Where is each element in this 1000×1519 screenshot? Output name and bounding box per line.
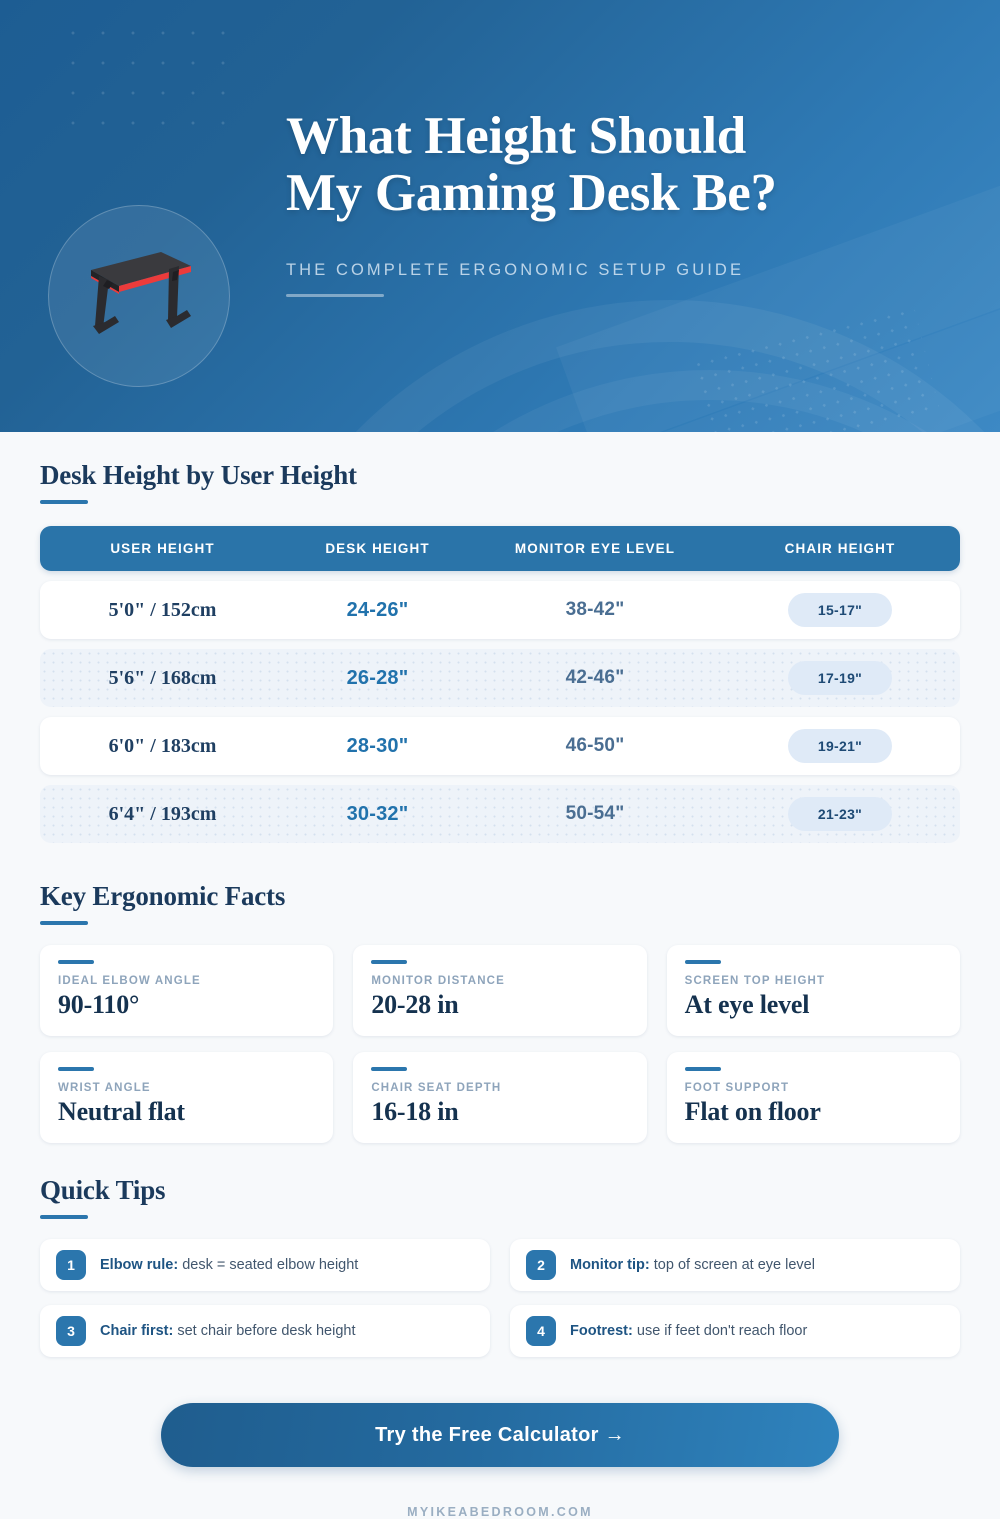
footer-site-name: MYIKEABEDROOM.COM (407, 1505, 593, 1519)
column-header-user-height: USER HEIGHT (110, 541, 215, 556)
facts-section (40, 881, 960, 1143)
table-header-row (40, 526, 960, 571)
subtitle-rule (286, 294, 384, 297)
chair-height-badge: 21-23" (788, 797, 892, 831)
cell-monitor-eye-level: 42-46" (565, 667, 625, 688)
cta-container (40, 1403, 960, 1467)
try-calculator-button[interactable]: Try the Free Calculator → (161, 1403, 839, 1467)
fact-card (353, 945, 646, 1036)
table-row (40, 581, 960, 639)
chair-height-badge: 19-21" (788, 729, 892, 763)
table-row (40, 785, 960, 843)
tip-title: Footrest: (570, 1323, 633, 1339)
cell-monitor-eye-level: 46-50" (565, 735, 625, 756)
facts-grid (40, 945, 960, 1143)
cell-chair-height (720, 729, 960, 763)
tip-number-badge: 2 (526, 1250, 556, 1280)
fact-accent-bar (58, 1067, 94, 1071)
fact-accent-bar (58, 960, 94, 964)
tip-number-badge: 3 (56, 1316, 86, 1346)
fact-label: IDEAL ELBOW ANGLE (58, 975, 201, 987)
fact-value: 20-28 in (371, 990, 459, 1019)
cell-monitor-eye-level: 50-54" (565, 803, 625, 824)
cell-user-height: 5'0" / 152cm (108, 598, 217, 621)
fact-label: FOOT SUPPORT (684, 1082, 790, 1094)
fact-card (40, 945, 333, 1036)
cell-desk-height: 30-32" (346, 802, 409, 825)
fact-accent-bar (685, 960, 721, 964)
tips-section-rule (40, 1215, 88, 1219)
table-section (40, 432, 960, 843)
fact-card (40, 1052, 333, 1143)
fact-label: WRIST ANGLE (58, 1082, 151, 1094)
page-title-line1: What Height Should (286, 107, 746, 165)
table-row (40, 649, 960, 707)
cell-user-height: 6'0" / 183cm (108, 734, 217, 757)
fact-card (667, 1052, 960, 1143)
tip-title: Elbow rule: (100, 1257, 179, 1273)
gaming-desk-icon (69, 236, 209, 356)
fact-accent-bar (371, 1067, 407, 1071)
page-title-line2: My Gaming Desk Be? (286, 163, 777, 222)
tip-number-badge: 4 (526, 1316, 556, 1346)
infographic-body (0, 432, 1000, 1519)
facts-section-rule (40, 921, 88, 925)
cell-desk-height: 24-26" (346, 598, 409, 621)
tip-body: use if feet don't reach floor (636, 1323, 808, 1339)
fact-value: Flat on floor (684, 1097, 821, 1126)
tip-text (570, 1257, 815, 1273)
infographic-header (0, 0, 1000, 432)
tip-body: set chair before desk height (177, 1323, 356, 1339)
cell-chair-height (720, 797, 960, 831)
fact-value: At eye level (684, 990, 810, 1019)
facts-section-heading: Key Ergonomic Facts (40, 881, 286, 911)
fact-accent-bar (685, 1067, 721, 1071)
page-subtitle: THE COMPLETE ERGONOMIC SETUP GUIDE (286, 261, 745, 280)
table-row (40, 717, 960, 775)
tip-text (100, 1257, 358, 1273)
fact-card (353, 1052, 646, 1143)
tip-title: Chair first: (100, 1323, 174, 1339)
tip-item (510, 1239, 960, 1291)
fact-card (667, 945, 960, 1036)
tip-item (40, 1239, 490, 1291)
cell-user-height: 5'6" / 168cm (108, 666, 217, 689)
table-section-rule (40, 500, 88, 504)
cell-monitor-eye-level: 38-42" (565, 599, 625, 620)
tip-text (100, 1323, 356, 1339)
cell-desk-height: 26-28" (346, 666, 409, 689)
tips-grid (40, 1239, 960, 1357)
page-title (286, 108, 886, 221)
table-section-heading: Desk Height by User Height (40, 460, 357, 490)
fact-value: 90-110° (58, 990, 140, 1019)
tips-section (40, 1175, 960, 1357)
column-header-monitor-eye-level: MONITOR EYE LEVEL (514, 541, 676, 556)
fact-label: CHAIR SEAT DEPTH (371, 1082, 502, 1094)
chair-height-badge: 17-19" (788, 661, 892, 695)
fact-value: Neutral flat (58, 1097, 185, 1126)
dot-pattern-icon (58, 18, 248, 128)
header-text-block (286, 108, 886, 297)
column-header-desk-height: DESK HEIGHT (325, 541, 430, 556)
column-header-chair-height: CHAIR HEIGHT (784, 541, 896, 556)
fact-value: 16-18 in (371, 1097, 459, 1126)
fact-label: MONITOR DISTANCE (371, 975, 505, 987)
cell-desk-height: 28-30" (346, 734, 409, 757)
fact-label: SCREEN TOP HEIGHT (684, 975, 826, 987)
tip-body: top of screen at eye level (653, 1257, 815, 1273)
height-table (40, 526, 960, 843)
fact-accent-bar (371, 960, 407, 964)
tip-item (40, 1305, 490, 1357)
tip-body: desk = seated elbow height (182, 1257, 359, 1273)
tip-item (510, 1305, 960, 1357)
cell-chair-height (720, 661, 960, 695)
tip-text (570, 1323, 807, 1339)
desk-illustration-badge (48, 205, 230, 387)
tip-number-badge: 1 (56, 1250, 86, 1280)
chair-height-badge: 15-17" (788, 593, 892, 627)
cell-user-height: 6'4" / 193cm (108, 802, 217, 825)
tip-title: Monitor tip: (570, 1257, 650, 1273)
cell-chair-height (720, 593, 960, 627)
tips-section-heading: Quick Tips (40, 1175, 166, 1205)
